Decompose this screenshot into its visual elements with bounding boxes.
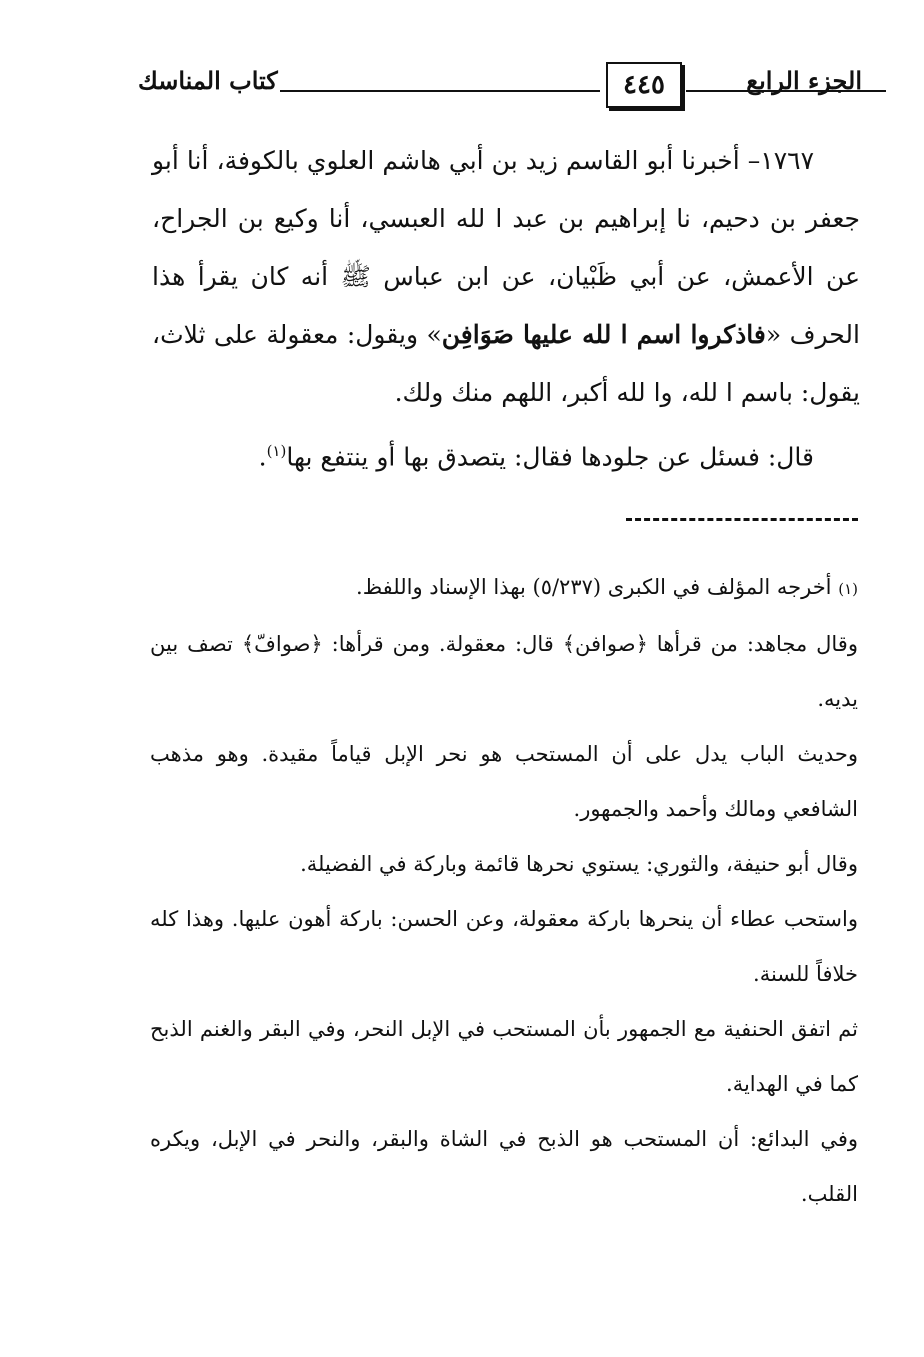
continuation-text: قال: فسئل عن جلودها فقال: يتصدق بها أو ينتفع بها	[286, 442, 814, 472]
hadith-paragraph	[152, 132, 860, 422]
main-text	[152, 132, 860, 486]
part-title: الجزء الرابع	[746, 66, 862, 95]
footnote-line: وقال أبو حنيفة، والثوري: يستوي نحرها قائمة وباركة في الفضيلة.	[300, 852, 858, 876]
hadith-text-end: » ويقول: معقولة على ثلاث، يقول: باسم ا لله، وا لله أكبر، اللهم منك ولك.	[152, 320, 860, 407]
hadith-continuation	[152, 422, 860, 486]
footnote-line: وقال مجاهد: من قرأها ﴿صوافن﴾ قال: معقولة. ومن قرأها: ﴿صوافّ﴾ تصف بين يديه.	[150, 632, 858, 711]
book-title: كتاب المناسك	[138, 66, 278, 95]
header-rule-left	[280, 90, 600, 92]
quran-quote: فاذكروا اسم ا لله عليها صَوَافِن	[441, 320, 766, 349]
footnote-text: أخرجه المؤلف في الكبرى (٥/٢٣٧) بهذا الإسناد واللفظ.	[356, 575, 832, 599]
footnote-number: (١)	[838, 580, 858, 598]
footnote-line: وحديث الباب يدل على أن المستحب هو نحر الإبل قياماً مقيدة. وهو مذهب الشافعي ومالك وأحمد والجمهور.	[150, 742, 858, 821]
footnotes	[150, 560, 858, 1222]
continuation-end: .	[258, 442, 267, 472]
page-number: ٤٤٥	[606, 62, 682, 108]
footnote-line: وفي البدائع: أن المستحب هو الذبح في الشاة والبقر، والنحر في الإبل، ويكره القلب.	[150, 1127, 858, 1206]
hadith-text-start: ١٧٦٧– أخبرنا أبو القاسم زيد بن أبي هاشم العلوي بالكوفة، أنا أبو جعفر بن دحيم، نا إبراهيم بن عبد ا لله العبسي، أنا وكيع بن الجراح، عن الأعمش، عن أبي ظَبْيان، عن ابن عباس ﷺ أنه كان يقرأ هذا الحرف «	[152, 146, 860, 349]
footnote-line	[150, 560, 858, 617]
footnote-line: ثم اتفق الحنفية مع الجمهور بأن المستحب في الإبل النحر، وفي البقر والغنم الذبح كما في الهداية.	[150, 1017, 858, 1096]
footnote-marker: (١)	[266, 442, 287, 460]
footnote-line: واستحب عطاء أن ينحرها باركة معقولة، وعن الحسن: باركة أهون عليها. وهذا كله خلافاً للسنة.	[150, 907, 858, 986]
page-header	[138, 62, 862, 110]
footnote-divider	[626, 518, 858, 521]
